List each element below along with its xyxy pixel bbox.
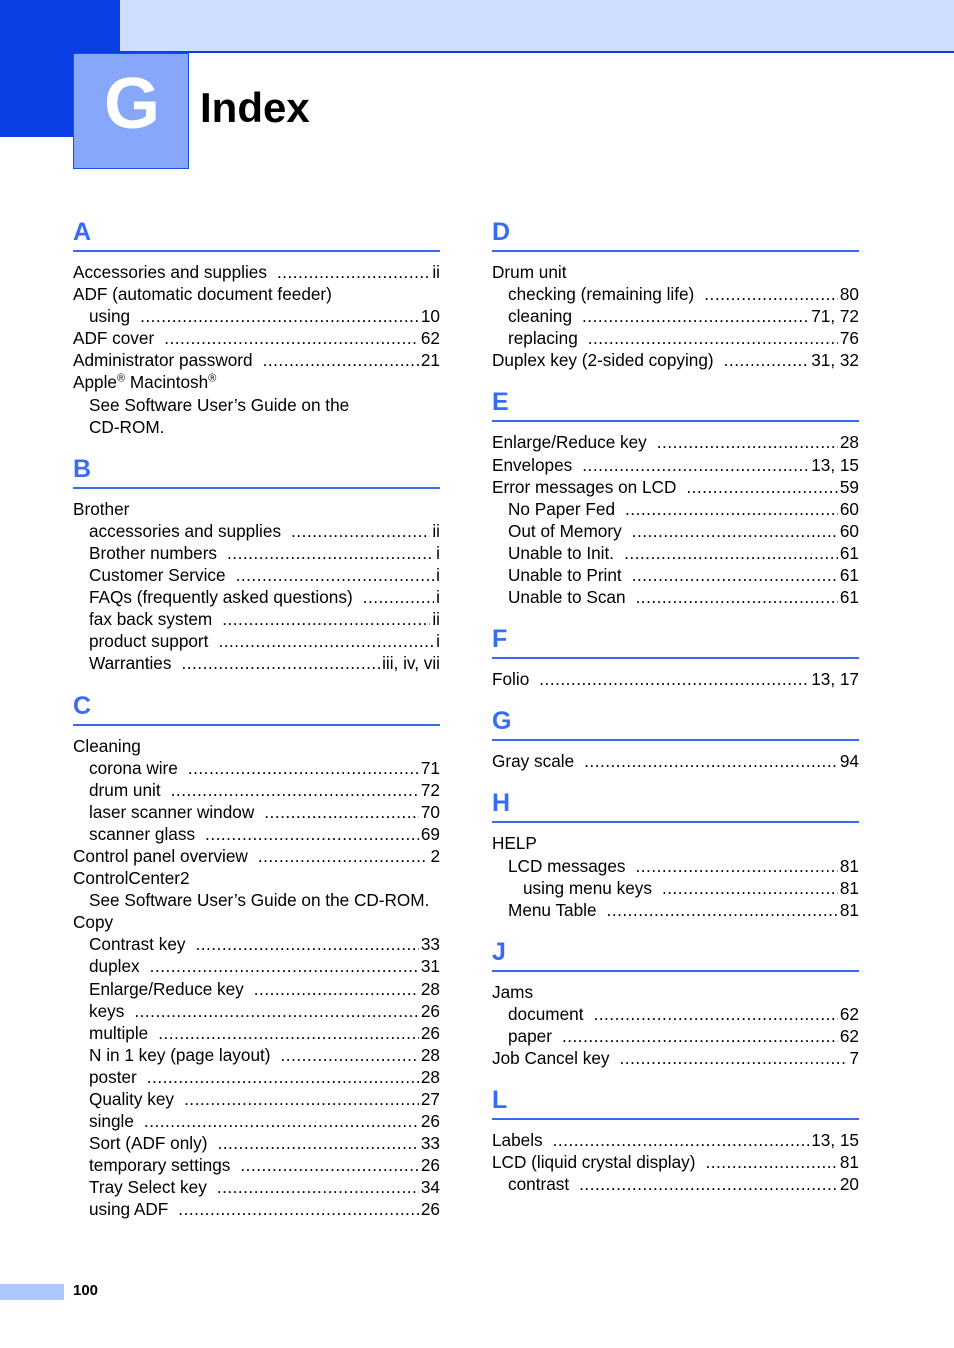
dot-leader [147, 1066, 419, 1088]
index-term: Sort (ADF only) [89, 1133, 208, 1154]
index-term: Out of Memory [508, 520, 622, 541]
index-entry [492, 981, 859, 1003]
index-entry [73, 1000, 440, 1022]
index-section-c [73, 688, 440, 1234]
index-section-f [492, 621, 859, 703]
index-entry [492, 586, 859, 608]
index-term: Copy [73, 912, 114, 933]
index-term: See Software User’s Guide on the [89, 394, 350, 415]
dot-leader [134, 1000, 419, 1022]
page-number: 100 [73, 1282, 99, 1299]
dot-leader [171, 779, 419, 801]
index-entry [492, 431, 859, 453]
dot-leader [582, 305, 809, 327]
index-entry [73, 498, 440, 520]
section-gap [492, 690, 859, 703]
index-page-ref[interactable]: 13, 15 [811, 454, 859, 475]
index-entry [73, 608, 440, 630]
dot-leader [222, 608, 430, 630]
section-letter: L [492, 1086, 508, 1115]
index-entry [492, 1047, 859, 1069]
section-letter: D [492, 218, 511, 246]
index-page-ref[interactable]: 28 [420, 978, 440, 999]
index-entry [492, 877, 859, 899]
section-rule [492, 1118, 859, 1120]
section-rule [492, 657, 859, 659]
index-entry [492, 476, 859, 498]
index-term: Enlarge/Reduce key [492, 432, 647, 453]
dot-leader [263, 349, 419, 371]
section-gap [492, 608, 859, 621]
index-term: Folio [492, 669, 530, 690]
section-letter: J [492, 937, 506, 966]
dot-leader [158, 1022, 419, 1044]
index-page-ref[interactable]: 21 [420, 350, 440, 371]
index-page-ref[interactable]: 69 [420, 823, 440, 844]
index-page-ref[interactable]: 71 [420, 757, 440, 778]
index-entry [73, 757, 440, 779]
dot-leader [662, 877, 838, 899]
dot-leader [553, 1129, 810, 1151]
index-entry [492, 498, 859, 520]
dot-leader [217, 1132, 418, 1154]
index-entry [492, 261, 859, 283]
index-term: keys [89, 1000, 125, 1021]
index-entry [492, 542, 859, 564]
dot-leader [593, 1003, 837, 1025]
index-page-ref[interactable]: 28 [420, 1044, 440, 1065]
index-term: No Paper Fed [508, 498, 616, 519]
index-term: Labels [492, 1130, 543, 1151]
index-entry [73, 823, 440, 845]
dot-leader [625, 498, 838, 520]
index-term: Brother numbers [89, 542, 218, 563]
index-page-ref[interactable]: 27 [420, 1089, 440, 1109]
index-page-ref[interactable]: ii [432, 520, 440, 541]
index-term: product support [89, 631, 209, 652]
index-entry [492, 1173, 859, 1195]
index-section-l [492, 1082, 859, 1208]
index-page-ref[interactable]: 61 [839, 587, 859, 608]
dot-leader [363, 586, 435, 608]
index-entry [73, 1132, 440, 1154]
chapter-letter: G [103, 64, 160, 144]
index-term: Warranties [89, 653, 172, 674]
dot-leader [291, 520, 430, 542]
index-entry [73, 394, 440, 416]
page-number-tab [0, 1284, 64, 1300]
index-page-ref[interactable]: 72 [420, 779, 440, 800]
section-rule [73, 487, 440, 489]
index-term: Control panel overview [73, 845, 248, 866]
index-page-ref[interactable]: 61 [839, 565, 859, 586]
index-entry [73, 955, 440, 977]
index-page-ref[interactable]: 26 [420, 1022, 440, 1043]
index-entry [73, 911, 440, 933]
dot-leader [705, 1151, 837, 1173]
section-gap [73, 675, 440, 688]
index-entry [73, 1154, 440, 1176]
index-page-ref[interactable]: 76 [839, 328, 859, 349]
dot-leader [144, 1110, 419, 1132]
index-term: drum unit [89, 779, 161, 800]
index-page-ref[interactable]: 94 [839, 751, 859, 772]
index-entry [73, 416, 440, 438]
index-term: poster [89, 1066, 137, 1087]
index-entry [73, 652, 440, 674]
section-gap [492, 921, 859, 934]
index-page-ref[interactable]: 7 [849, 1048, 859, 1069]
section-gap [492, 1069, 859, 1082]
dot-leader [164, 327, 419, 349]
index-entry [73, 933, 440, 955]
index-entry [73, 801, 440, 823]
index-entry [73, 1044, 440, 1066]
index-page-ref[interactable]: i [436, 587, 440, 608]
index-page-ref[interactable]: 10 [420, 306, 440, 327]
index-entry [492, 899, 859, 921]
index-term: Jams [492, 981, 534, 1002]
index-page-ref[interactable]: 20 [839, 1174, 859, 1195]
index-entry [492, 1003, 859, 1025]
index-page-ref[interactable]: 26 [420, 1000, 440, 1021]
index-entry [492, 454, 859, 476]
index-entry [73, 845, 440, 867]
dot-leader [236, 564, 435, 586]
dot-leader [686, 476, 838, 498]
index-column-right [492, 214, 859, 1208]
index-entry [492, 668, 859, 690]
section-rule [492, 739, 859, 741]
index-column-left [73, 214, 440, 1234]
index-term: replacing [508, 328, 578, 349]
index-entry [73, 1110, 440, 1132]
index-term-part: Apple [73, 372, 117, 393]
section-gap [492, 371, 859, 384]
index-entry [73, 1066, 440, 1088]
header-rule [120, 51, 954, 53]
index-term: cleaning [508, 306, 573, 327]
index-entry [492, 1025, 859, 1047]
index-entry [73, 542, 440, 564]
index-page-ref[interactable]: 71, 72 [811, 306, 859, 327]
section-rule [73, 250, 440, 252]
index-entry [492, 327, 859, 349]
index-page-ref[interactable]: 61 [839, 542, 859, 563]
index-term: ADF (automatic document feeder) [73, 284, 332, 305]
index-term: Gray scale [492, 751, 575, 772]
index-term: fax back system [89, 609, 213, 630]
index-page-ref[interactable]: 80 [839, 284, 859, 305]
index-page-ref[interactable]: i [436, 542, 440, 563]
index-term: Duplex key (2-sided copying) [492, 350, 714, 371]
index-term: Envelopes [492, 454, 573, 475]
index-page-ref[interactable]: 28 [839, 432, 859, 453]
index-section-j [492, 934, 859, 1082]
index-entry [73, 779, 440, 801]
section-gap [492, 772, 859, 785]
index-term: Quality key [89, 1089, 175, 1109]
section-letter: A [73, 218, 92, 246]
section-rule [492, 420, 859, 422]
section-gap [492, 1195, 859, 1208]
index-term: duplex [89, 956, 140, 977]
dot-leader [218, 630, 434, 652]
index-entry [73, 283, 440, 305]
index-entry [492, 305, 859, 327]
index-page-ref[interactable]: 33 [420, 1133, 440, 1154]
dot-leader [588, 327, 838, 349]
index-page-ref[interactable]: 62 [839, 1025, 859, 1046]
index-entry [73, 1198, 440, 1220]
index-entry [73, 349, 440, 371]
index-entry [73, 889, 440, 911]
index-term [73, 371, 216, 393]
dot-leader [636, 586, 838, 608]
index-term: Enlarge/Reduce key [89, 978, 244, 999]
dot-leader [277, 261, 430, 283]
section-letter: E [492, 388, 509, 417]
index-term: accessories and supplies [89, 520, 282, 541]
section-letter: G [492, 707, 512, 736]
index-term: FAQs (frequently asked questions) [89, 587, 353, 608]
index-term: LCD (liquid crystal display) [492, 1152, 696, 1173]
index-entry [73, 978, 440, 1000]
index-page-ref[interactable]: 31 [420, 956, 440, 977]
index-page-ref[interactable]: 2 [430, 845, 440, 866]
index-term: Menu Table [508, 899, 597, 920]
index-page-ref[interactable]: 60 [839, 520, 859, 541]
index-page-ref[interactable]: 31, 32 [811, 350, 859, 371]
index-page-ref[interactable]: 81 [839, 877, 859, 898]
registered-mark: ® [116, 372, 126, 385]
section-gap [73, 1221, 440, 1234]
section-letter: H [492, 789, 511, 818]
section-rule [492, 970, 859, 972]
index-entry [492, 750, 859, 772]
index-page-ref[interactable]: 59 [839, 476, 859, 497]
dot-leader [217, 1176, 419, 1198]
index-term: temporary settings [89, 1155, 231, 1176]
dot-leader [254, 978, 419, 1000]
index-page-ref[interactable]: ii [432, 609, 440, 630]
index-section-g [492, 703, 859, 785]
index-term: See Software User’s Guide on the CD-ROM. [89, 890, 430, 911]
index-page-ref[interactable]: 33 [420, 934, 440, 955]
index-entry [73, 1176, 440, 1198]
index-term: using [89, 306, 131, 327]
index-term: contrast [508, 1174, 570, 1195]
dot-leader [205, 823, 419, 845]
index-page-ref[interactable]: 81 [839, 1152, 859, 1173]
index-term: Accessories and supplies [73, 262, 267, 282]
index-entry [73, 735, 440, 757]
dot-leader [539, 668, 809, 690]
index-term: Error messages on LCD [492, 476, 677, 497]
dot-leader [582, 454, 809, 476]
dot-leader [184, 1088, 419, 1110]
dot-leader [724, 349, 810, 371]
section-gap [73, 438, 440, 451]
dot-leader [632, 564, 838, 586]
dot-leader [562, 1025, 838, 1047]
dot-leader [607, 899, 838, 921]
dot-leader [657, 431, 838, 453]
index-term: Unable to Print [508, 565, 622, 586]
header-band [0, 0, 954, 52]
index-page-ref[interactable]: 26 [420, 1199, 440, 1220]
index-entry [492, 1129, 859, 1151]
index-term: Administrator password [73, 350, 253, 371]
index-entry [73, 630, 440, 652]
index-section-e [492, 384, 859, 621]
index-page-ref[interactable]: i [436, 631, 440, 652]
index-term: Tray Select key [89, 1177, 207, 1198]
index-term: Drum unit [492, 262, 567, 282]
index-page-ref[interactable]: 60 [839, 498, 859, 519]
registered-mark: ® [208, 372, 217, 385]
section-rule [492, 250, 859, 252]
index-entry [492, 564, 859, 586]
index-page-ref[interactable]: 13, 17 [811, 669, 859, 690]
index-page-ref[interactable]: 26 [420, 1111, 440, 1132]
index-entry [492, 832, 859, 854]
section-letter: C [73, 691, 92, 720]
index-term: N in 1 key (page layout) [89, 1044, 271, 1065]
index-term: Contrast key [89, 934, 186, 955]
index-page-ref[interactable]: 62 [420, 328, 440, 349]
index-entry [73, 371, 440, 393]
index-section-h [492, 785, 859, 933]
index-term: Cleaning [73, 735, 141, 756]
index-term: using menu keys [523, 877, 652, 898]
dot-leader [584, 750, 838, 772]
section-rule [73, 724, 440, 726]
index-term: document [508, 1003, 584, 1024]
index-term: single [89, 1111, 134, 1132]
index-term: checking (remaining life) [508, 284, 695, 305]
index-entry [73, 564, 440, 586]
index-term: CD-ROM. [89, 416, 165, 437]
index-entry [73, 1022, 440, 1044]
dot-leader [258, 845, 429, 867]
dot-leader [240, 1154, 418, 1176]
dot-leader [188, 757, 419, 779]
index-entry [492, 855, 859, 877]
index-section-d [492, 214, 859, 384]
index-entry [73, 327, 440, 349]
index-entry [492, 349, 859, 371]
chapter-badge [73, 53, 189, 169]
index-entry [73, 586, 440, 608]
index-page-ref[interactable]: 62 [839, 1003, 859, 1024]
dot-leader [181, 652, 380, 674]
dot-leader [632, 520, 838, 542]
index-page-ref[interactable]: 28 [420, 1066, 440, 1087]
index-page-ref[interactable]: 81 [839, 899, 859, 920]
dot-leader [636, 855, 838, 877]
index-entry [73, 520, 440, 542]
index-section-b [73, 451, 440, 688]
index-section-a [73, 214, 440, 451]
index-term: using ADF [89, 1199, 169, 1220]
index-entry [492, 283, 859, 305]
index-entry [492, 1151, 859, 1173]
index-entry [73, 261, 440, 283]
index-term: Unable to Scan [508, 587, 626, 608]
index-page-ref[interactable]: ii [432, 262, 440, 282]
dot-leader [620, 1047, 848, 1069]
index-page-ref[interactable]: 81 [839, 855, 859, 876]
index-term-part: Macintosh [125, 372, 209, 393]
dot-leader [195, 933, 418, 955]
index-page-ref[interactable]: 34 [420, 1177, 440, 1198]
dot-leader [264, 801, 419, 823]
index-entry [73, 867, 440, 889]
index-term: ADF cover [73, 328, 155, 349]
index-page-ref[interactable]: iii, iv, vii [382, 653, 440, 674]
index-entry [73, 1088, 440, 1110]
dot-leader [624, 542, 838, 564]
index-term: paper [508, 1025, 552, 1046]
index-term: scanner glass [89, 823, 196, 844]
index-page-ref[interactable]: i [436, 565, 440, 586]
index-term: Unable to Init. [508, 542, 615, 563]
index-term: Job Cancel key [492, 1048, 610, 1069]
page-title: Index [200, 84, 310, 131]
dot-leader [150, 955, 419, 977]
index-term: Brother [73, 498, 130, 519]
dot-leader [281, 1044, 419, 1066]
index-entry [73, 305, 440, 327]
index-term: multiple [89, 1022, 149, 1043]
dot-leader [704, 283, 838, 305]
index-term: Customer Service [89, 565, 226, 586]
section-letter: B [73, 454, 92, 483]
index-page-ref[interactable]: 13, 15 [811, 1130, 859, 1151]
index-term: ControlCenter2 [73, 868, 190, 889]
dot-leader [579, 1173, 838, 1195]
dot-leader [178, 1198, 419, 1220]
index-term: corona wire [89, 757, 178, 778]
index-term: laser scanner window [89, 801, 255, 822]
section-letter: F [492, 625, 508, 654]
index-term: HELP [492, 833, 537, 854]
index-term: LCD messages [508, 855, 626, 876]
index-page-ref[interactable]: 70 [420, 801, 440, 822]
section-rule [492, 821, 859, 823]
dot-leader [140, 305, 419, 327]
index-entry [492, 520, 859, 542]
dot-leader [227, 542, 434, 564]
index-page-ref[interactable]: 26 [420, 1155, 440, 1176]
